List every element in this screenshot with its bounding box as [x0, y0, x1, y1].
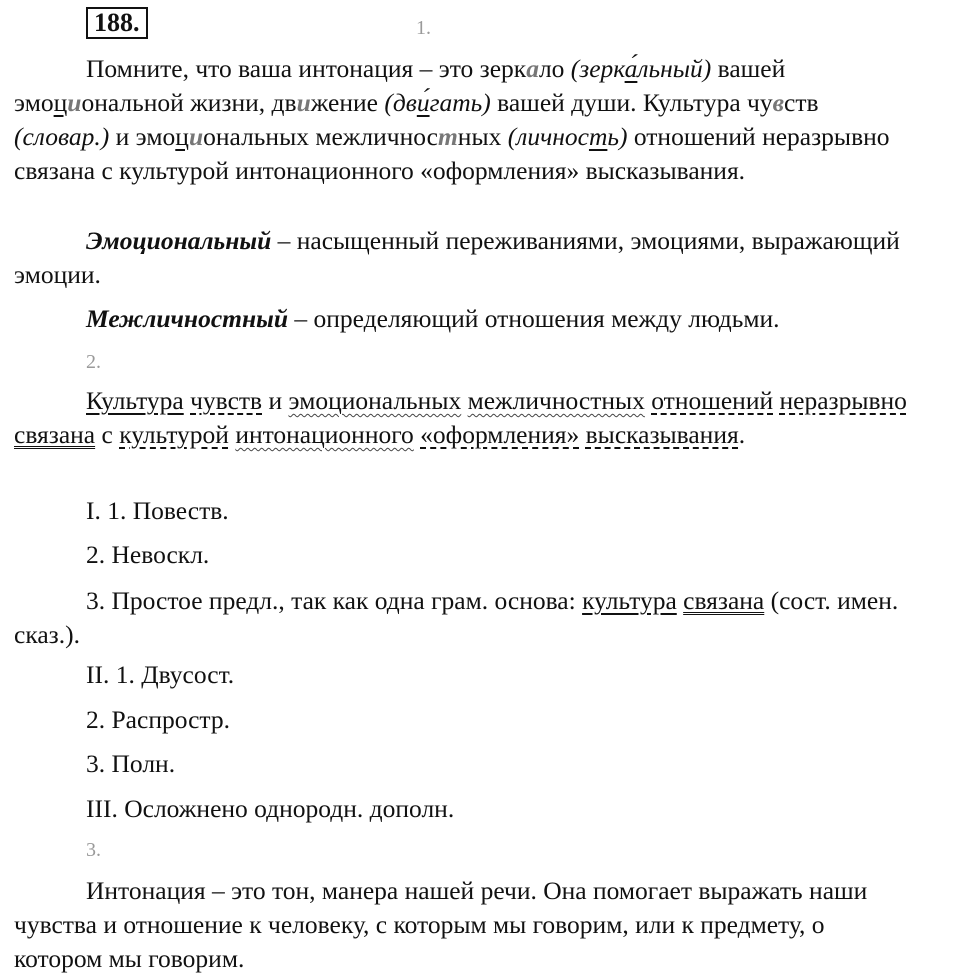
orthogram-letter: и [67, 88, 82, 117]
attribute: межличностных [467, 386, 645, 415]
analysis-item: 2. Распростр. [86, 705, 230, 734]
orthogram-letter: а [526, 54, 539, 83]
analysis-item: 3. Простое предл., так как одна грам. основа: культура связана (сост. имен. сказ.). [14, 586, 899, 649]
orthogram-letter: в [772, 88, 784, 117]
dependent-word: «оформления» [420, 420, 580, 449]
orthogram-letter: и [296, 88, 311, 117]
attribute: интонационного [235, 420, 414, 449]
predicate: связана [14, 420, 96, 449]
section-2-label: 2. [86, 351, 101, 373]
analysis-item: II. 1. Двусост. [86, 660, 235, 689]
subject: культура [582, 586, 677, 615]
definition-emotional: Эмоциональный – насыщенный переживаниями, эмоциями, выражающий эмоции. [14, 226, 900, 289]
orthogram-letter: и [188, 122, 204, 151]
dependent-word: чувств [190, 386, 263, 415]
section-3-paragraph: Интонация – это тон, манера нашей речи. Она помогает выражать наши чувства и отношение к человеку, с которым мы говорим, или к предмету, о котором мы говорим. [14, 876, 868, 973]
subject: Культура [86, 386, 184, 415]
check-word: (дви́гать) [384, 88, 491, 117]
check-word: (личность) [507, 122, 628, 151]
analysis-item: I. 1. Повеств. [86, 496, 229, 525]
section-1-label: 1. [416, 17, 431, 39]
section-1-paragraph: Помните, что ваша интонация – это зеркало (зерка́льный) вашей эмоциональной жизни, движение (дви́гать) вашей души. Культура чувств (словар.) и эмоциональных межличностных (личность) отношений неразрывно связана с культурой интонационного «оформления» высказывания. [14, 54, 890, 185]
object: отношений [651, 386, 774, 415]
definition-interpersonal: Межличностный – определяющий отношения между людьми. [86, 304, 780, 333]
analysis-item: 3. Полн. [86, 749, 176, 778]
predicate: связана [683, 586, 765, 615]
analysis-item: III. Осложнено однородн. дополн. [86, 794, 455, 823]
analysis-item: 2. Невоскл. [86, 540, 210, 569]
check-word: (зерка́льный) [570, 54, 712, 83]
parsed-sentence: Культура чувств и эмоциональных межличностных отношений неразрывно связана с культурой интонационного «оформления» высказывания. [14, 386, 907, 449]
dependent-word: высказывания [585, 420, 739, 449]
definition-term: Эмоциональный [86, 226, 272, 255]
adverbial: неразрывно [779, 386, 907, 415]
definition-term: Межличностный [86, 304, 289, 333]
attribute: эмоциональных [288, 386, 462, 415]
check-note: (словар.) [14, 122, 110, 151]
section-3-label: 3. [86, 839, 101, 861]
task-number: 188. [86, 7, 148, 39]
orthogram-letter: т [437, 122, 458, 151]
object: культурой [119, 420, 229, 449]
